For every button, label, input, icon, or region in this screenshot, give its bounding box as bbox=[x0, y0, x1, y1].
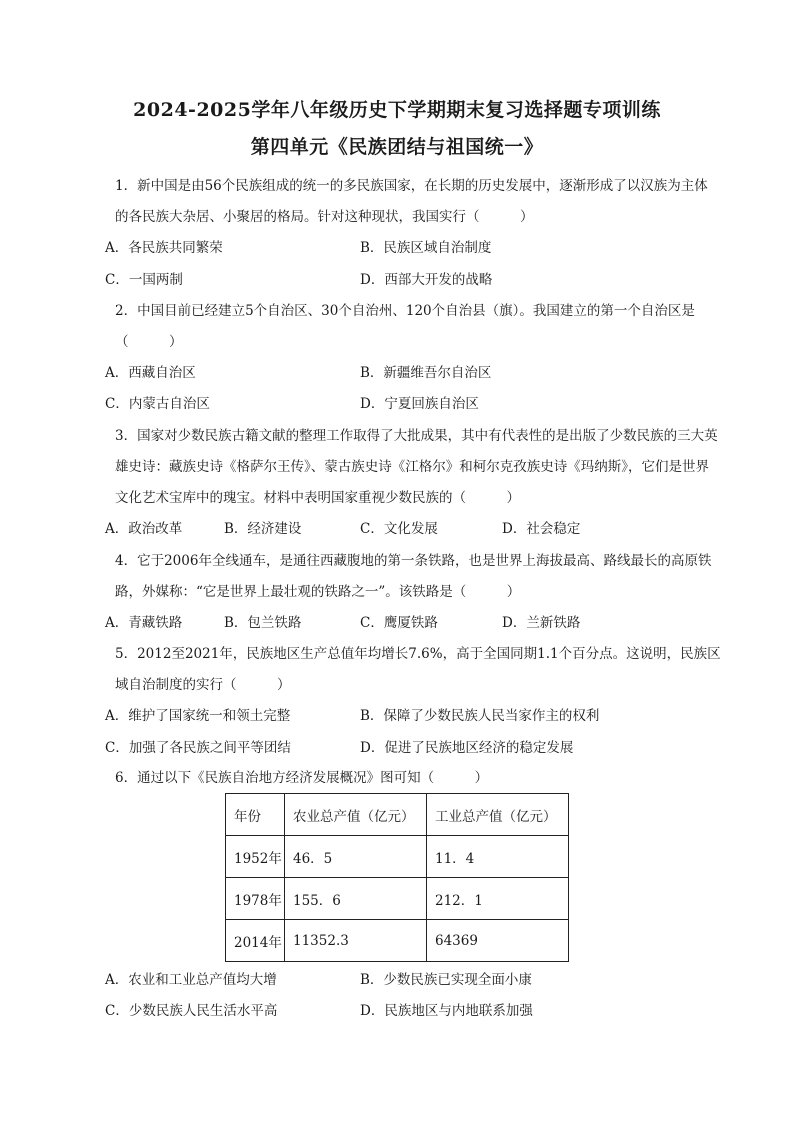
option-a: A．西藏自治区 bbox=[105, 365, 196, 381]
question-text: 的各民族大杂居、小聚居的格局。针对这种现状，我国实行（ ） bbox=[115, 209, 534, 225]
table-row bbox=[226, 836, 569, 878]
option-d: D．西部大开发的战略 bbox=[360, 272, 493, 288]
question-text: 1．新中国是由56个民族组成的统一的多民族国家，在长期的历史发展中，逐渐形成了以汉族为主体 bbox=[115, 178, 708, 194]
table-cell: 212．1 bbox=[427, 878, 569, 920]
table-row bbox=[226, 920, 569, 962]
option-c: C．鹰厦铁路 bbox=[360, 615, 438, 631]
unit-subtitle: 第四单元《民族团结与祖国统一》 bbox=[250, 136, 544, 158]
option-c: C．内蒙古自治区 bbox=[105, 396, 210, 412]
table-header-cell: 工业总产值（亿元） bbox=[427, 794, 569, 836]
table-cell: 155．6 bbox=[285, 878, 427, 920]
option-c: C．少数民族人民生活水平高 bbox=[105, 1003, 278, 1019]
question-text: （ ） bbox=[115, 334, 183, 350]
question-text: 6．通过以下《民族自治地方经济发展概况》图可知（ ） bbox=[115, 770, 489, 786]
table-cell: 1978年 bbox=[226, 878, 285, 920]
option-b: B．民族区域自治制度 bbox=[360, 240, 492, 256]
question-text: 3．国家对少数民族古籍文献的整理工作取得了大批成果，其中有代表性的是出版了少数民族的三大英 bbox=[115, 428, 718, 444]
option-d: D．促进了民族地区经济的稳定发展 bbox=[360, 740, 574, 756]
option-c: C．一国两制 bbox=[105, 272, 183, 288]
question-text: 域自治制度的实行（ ） bbox=[115, 677, 291, 693]
table-header-cell: 年份 bbox=[226, 794, 285, 836]
table-cell: 11352.3 bbox=[285, 920, 427, 962]
question-text: 4．它于2006年全线通车，是通往西藏腹地的第一条铁路，也是世界上海拔最高、路线最长的高原铁 bbox=[115, 553, 712, 569]
question-text: 雄史诗：藏族史诗《格萨尔王传》、蒙古族史诗《江格尔》和柯尔克孜族史诗《玛纳斯》，它们是世界 bbox=[115, 459, 709, 475]
table-header-cell: 农业总产值（亿元） bbox=[285, 794, 427, 836]
question-text: 2．中国目前已经建立5个自治区、30个自治州、120个自治县（旗）。我国建立的第一个自治区是 bbox=[115, 303, 695, 319]
option-a: A．政治改革 bbox=[105, 521, 183, 537]
option-a: A．青藏铁路 bbox=[105, 615, 183, 631]
option-c: C．文化发展 bbox=[360, 521, 438, 537]
option-b: B．保障了少数民族人民当家作主的权利 bbox=[360, 708, 600, 724]
question-text: 路，外媒称：“它是世界上最壮观的铁路之一”。该铁路是（ ） bbox=[115, 584, 521, 600]
table-header-row bbox=[226, 794, 569, 836]
table-cell: 64369 bbox=[427, 920, 569, 962]
economy-table bbox=[225, 793, 569, 962]
option-b: B．包兰铁路 bbox=[224, 615, 302, 631]
option-c: C．加强了各民族之间平等团结 bbox=[105, 740, 291, 756]
page-title: 2024-2025学年八年级历史下学期期末复习选择题专项训练 bbox=[133, 99, 661, 121]
table-cell: 1952年 bbox=[226, 836, 285, 878]
table-cell: 2014年 bbox=[226, 920, 285, 962]
option-a: A．各民族共同繁荣 bbox=[105, 240, 223, 256]
option-b: B．少数民族已实现全面小康 bbox=[360, 972, 532, 988]
option-b: B．经济建设 bbox=[224, 521, 302, 537]
option-d: D．民族地区与内地联系加强 bbox=[360, 1003, 533, 1019]
option-d: D．宁夏回族自治区 bbox=[360, 396, 479, 412]
option-d: D．社会稳定 bbox=[502, 521, 581, 537]
table-row bbox=[226, 878, 569, 920]
question-text: 5．2012至2021年，民族地区生产总值年均增长7.6%，高于全国同期1.1个百分点。这说明，民族区 bbox=[115, 646, 721, 662]
table-cell: 46．5 bbox=[285, 836, 427, 878]
option-d: D．兰新铁路 bbox=[502, 615, 581, 631]
option-a: A．农业和工业总产值均大增 bbox=[105, 972, 277, 988]
question-text: 文化艺术宝库中的瑰宝。材料中表明国家重视少数民族的（ ） bbox=[115, 490, 520, 506]
option-b: B．新疆维吾尔自治区 bbox=[360, 365, 492, 381]
table-cell: 11．4 bbox=[427, 836, 569, 878]
option-a: A．维护了国家统一和领土完整 bbox=[105, 708, 291, 724]
